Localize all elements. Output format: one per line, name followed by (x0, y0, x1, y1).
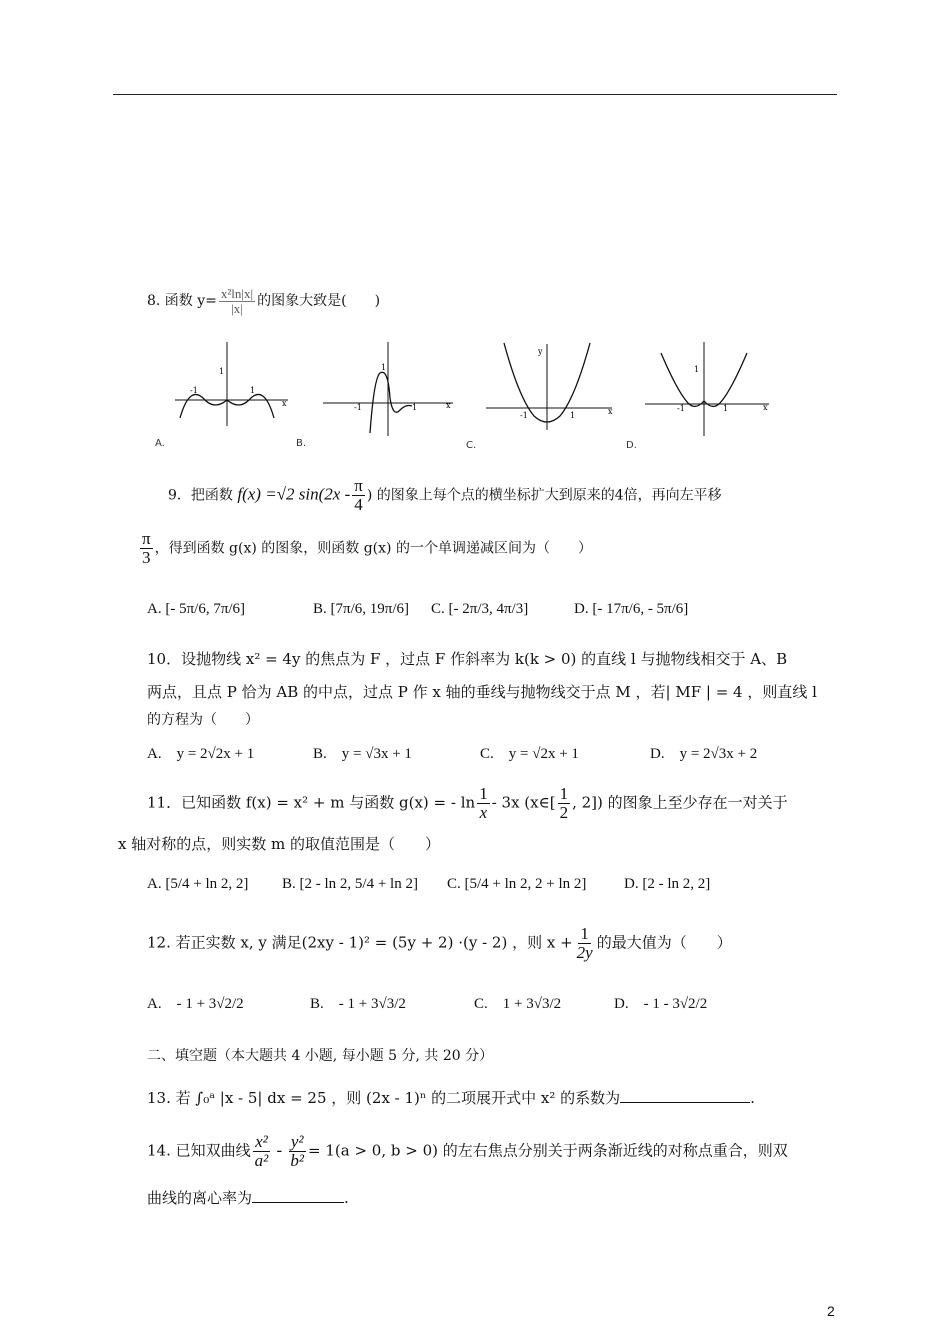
q12-line1 (147, 925, 732, 962)
header-rule (113, 94, 837, 95)
graph-a-label-x: x (282, 399, 287, 408)
graph-a (170, 338, 295, 428)
q11-option-d: D. [2 - ln 2, 2] (624, 876, 711, 892)
q9-line2 (138, 530, 592, 567)
q8-frac-den: |x| (231, 300, 243, 316)
q14-line1 (147, 1133, 788, 1170)
q11-line2: x 轴对称的点，则实数 m 的取值范围是（ ） (118, 835, 440, 853)
q12-frac-den: 2y (576, 942, 593, 962)
graph-d-label-1: 1 (723, 404, 729, 413)
graph-b-label-1: 1 (412, 403, 418, 412)
q9-line1 (168, 477, 722, 514)
q14-line2 (147, 1188, 349, 1207)
page-number: 2 (827, 1303, 835, 1319)
q9-line2-text: ，得到函数 g(x) 的图象，则函数 g(x) 的一个单调递减区间为（ ） (154, 540, 592, 557)
q14-head: 14. 已知双曲线 (147, 1141, 251, 1160)
q10-option-d: D. y = 2√3x + 2 (650, 746, 758, 762)
graph-c-option: C. (466, 440, 477, 451)
q9-pi-over-3 (140, 530, 153, 567)
q11-option-a: A. [5/4 + ln 2, 2] (147, 876, 249, 892)
graph-b (318, 338, 458, 438)
q8-frac-num: x²ln|x| (220, 286, 254, 301)
graph-c-label-y: y (538, 347, 543, 356)
q12-fraction (575, 925, 595, 962)
q12-option-b: B. - 1 + 3√3/2 (310, 996, 406, 1012)
section-heading-fill-blank: 二、填空题（本大题共 4 小题, 每小题 5 分, 共 20 分） (147, 1048, 494, 1064)
graph-d (643, 338, 773, 438)
q9-three: 3 (142, 547, 151, 567)
q8-stem (147, 287, 380, 315)
q10-option-c: C. y = √2x + 1 (480, 746, 579, 762)
q10-line1: 10．设抛物线 x² = 4y 的焦点为 F ，过点 F 作斜率为 k(k > 0) 的直线 l 与抛物线相交于 A、B (147, 650, 788, 668)
q12-line1-head: 12. 若正实数 x, y 满足(2xy - 1)² = (5y + 2) ·(y - 2) ，则 x + (147, 933, 573, 952)
q11-line1-mid: - 3x (x∈[ (491, 793, 556, 812)
graph-b-label-x: x (446, 401, 451, 410)
graph-c-label-neg1: -1 (520, 411, 528, 420)
q11-half (558, 785, 571, 822)
graph-b-label-neg1: -1 (354, 403, 362, 412)
q14-b2: b² (290, 1150, 305, 1170)
q12-option-d: D. - 1 - 3√2/2 (614, 996, 708, 1012)
graph-a-label-y1: 1 (219, 367, 225, 376)
q13-line (147, 1088, 755, 1107)
q14-x2-over-a2 (253, 1133, 271, 1170)
q9-option-c: C. [- 2π/3, 4π/3] (431, 601, 529, 617)
q11-line1 (147, 785, 788, 822)
q8-suffix: 的图象大致是( ) (257, 293, 381, 310)
q11-line1-head: 11．已知函数 f(x) = x² + m 与函数 g(x) = - ln (147, 793, 476, 812)
graph-a-label-neg1: -1 (190, 386, 198, 395)
q9-option-a: A. [- 5π/6, 7π/6] (147, 601, 246, 617)
graph-d-label-x: x (763, 403, 768, 412)
graph-b-label-y1: 1 (381, 363, 387, 372)
q11-option-c: C. [5/4 + ln 2, 2 + ln 2] (447, 876, 587, 892)
q11-line1-tail: , 2]) 的图象上至少存在一对关于 (572, 793, 788, 812)
q13-text: 13. 若 ∫₀ᵃ |x - 5| dx = 25 ，则 (2x - 1)ⁿ 的二项展开式中 x² 的系数为 (147, 1089, 621, 1107)
q11-half-num: 1 (559, 784, 569, 803)
q8-fraction (219, 287, 255, 315)
q11-one: 1 (479, 784, 488, 803)
q12-frac-num: 1 (580, 924, 589, 943)
q9-line1-tail: ) 的图象上每个点的横坐标扩大到原来的4倍，再向左平移 (366, 487, 722, 504)
q14-y2: y² (290, 1132, 304, 1151)
q11-one-over-x (477, 785, 490, 822)
graph-c (484, 338, 619, 433)
q9-four: 4 (354, 494, 363, 514)
q14-answer-blank[interactable] (252, 1188, 344, 1203)
q9-function: f(x) =√2 sin(2x - (237, 484, 351, 504)
q14-x2: x² (255, 1132, 268, 1151)
q13-period: . (750, 1089, 755, 1107)
graph-b-option: B. (296, 438, 307, 449)
q9-pi-2: π (142, 529, 151, 548)
q11-option-b: B. [2 - ln 2, 5/4 + ln 2] (282, 876, 418, 892)
q9-number: 9．把函数 (168, 487, 233, 504)
q14-period: . (344, 1189, 349, 1207)
graph-c-label-x: x (608, 407, 613, 416)
q8-prefix: 8. 函数 y= (147, 293, 217, 310)
q14-minus: - (272, 1140, 287, 1160)
graph-a-option: A. (155, 438, 165, 449)
q12-option-c: C. 1 + 3√3/2 (474, 996, 562, 1012)
graph-a-label-1: 1 (250, 386, 256, 395)
q14-a2: a² (254, 1150, 269, 1170)
q9-option-b: B. [7π/6, 19π/6] (313, 601, 409, 617)
q10-line2: 两点，且点 P 恰为 AB 的中点，过点 P 作 x 轴的垂线与抛物线交于点 M ，若| MF | = 4 ，则直线 l (147, 683, 817, 701)
q11-x: x (479, 802, 488, 822)
graph-c-label-1: 1 (570, 411, 576, 420)
q12-line1-tail: 的最大值为（ ） (596, 933, 732, 952)
q10-option-b: B. y = √3x + 1 (313, 746, 412, 762)
q14-line2-text: 曲线的离心率为 (147, 1189, 253, 1207)
q11-half-den: 2 (559, 802, 569, 822)
q14-y2-over-b2 (288, 1133, 306, 1170)
q9-pi: π (354, 476, 363, 495)
q9-option-d: D. [- 17π/6, - 5π/6] (574, 601, 689, 617)
q9-pi-over-4 (352, 477, 365, 514)
graph-d-label-y1: 1 (694, 365, 700, 374)
graph-d-label-neg1: -1 (677, 404, 685, 413)
q10-line3: 的方程为（ ） (147, 712, 259, 728)
graph-d-option: D. (626, 440, 637, 451)
q13-answer-blank[interactable] (620, 1088, 750, 1103)
q14-tail: = 1(a > 0, b > 0) 的左右焦点分别关于两条渐近线的对称点重合，则双 (308, 1141, 788, 1160)
q10-option-a: A. y = 2√2x + 1 (147, 746, 255, 762)
q12-option-a: A. - 1 + 3√2/2 (147, 996, 244, 1012)
